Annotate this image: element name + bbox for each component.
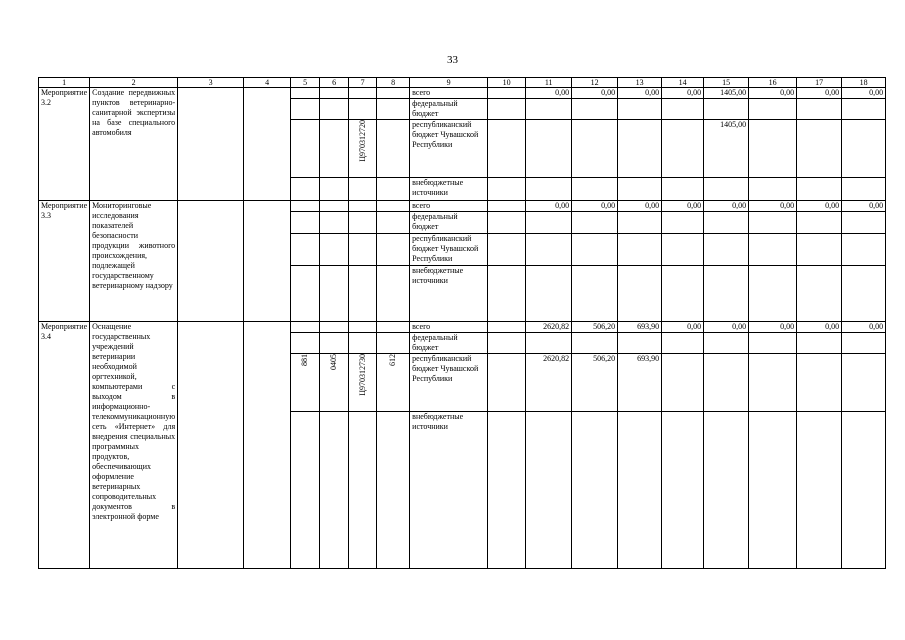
- code-col8-text: 612: [388, 354, 398, 366]
- code-cell: [320, 88, 349, 99]
- column-header: 1: [39, 78, 90, 88]
- code-col6: [320, 234, 349, 266]
- amount-cell: [662, 333, 704, 354]
- amount-cell: [618, 178, 662, 201]
- funding-source: всего: [410, 88, 488, 99]
- amount-cell: [526, 212, 572, 234]
- column-header: 3: [178, 78, 244, 88]
- measure-id: Мероприятие 3.2: [39, 88, 90, 201]
- amount-cell: [488, 322, 526, 333]
- amount-cell: [662, 234, 704, 266]
- amount-cell: [618, 333, 662, 354]
- code-col5-text: 881: [300, 354, 310, 366]
- amount-cell: 0,00: [526, 201, 572, 212]
- funding-source: внебюджетные источники: [410, 178, 488, 201]
- code-cell: [349, 99, 377, 120]
- amount-cell: [488, 333, 526, 354]
- amount-cell: [526, 333, 572, 354]
- column-header: 18: [842, 78, 886, 88]
- amount-cell: [749, 266, 797, 322]
- page-number: 33: [447, 54, 458, 66]
- amount-cell: 0,00: [572, 201, 618, 212]
- amount-cell: 0,00: [618, 201, 662, 212]
- amount-cell: 0,00: [662, 88, 704, 99]
- amount-cell: [797, 178, 842, 201]
- column-header: 12: [572, 78, 618, 88]
- amount-cell: [704, 354, 749, 412]
- amount-cell: [488, 99, 526, 120]
- amount-cell: 0,00: [572, 88, 618, 99]
- amount-cell: [488, 354, 526, 412]
- amount-cell: [488, 412, 526, 569]
- amount-cell: 0,00: [662, 201, 704, 212]
- amount-cell: [842, 212, 886, 234]
- amount-cell: 0,00: [704, 201, 749, 212]
- amount-cell: [526, 266, 572, 322]
- funding-source: внебюджетные источники: [410, 266, 488, 322]
- column-header: 4: [244, 78, 291, 88]
- funding-source: федеральный бюджет: [410, 99, 488, 120]
- code-col8: [377, 120, 410, 178]
- code-cell: [291, 322, 320, 333]
- code-cell: [291, 178, 320, 201]
- code-cell: [377, 212, 410, 234]
- column-header: 8: [377, 78, 410, 88]
- column-header: 9: [410, 78, 488, 88]
- code-col8: [377, 354, 410, 412]
- code-cell: [291, 201, 320, 212]
- amount-cell: [662, 212, 704, 234]
- funding-source: внебюджетные источники: [410, 412, 488, 569]
- funding-table: [38, 77, 886, 569]
- code-col7: [349, 354, 377, 412]
- code-col6: [320, 120, 349, 178]
- participants-cell: [244, 322, 291, 569]
- column-header: 16: [749, 78, 797, 88]
- amount-cell: [797, 234, 842, 266]
- amount-cell: [662, 266, 704, 322]
- code-cell: [349, 212, 377, 234]
- amount-cell: [704, 212, 749, 234]
- code-cell: [320, 99, 349, 120]
- amount-cell: [488, 120, 526, 178]
- amount-cell: 0,00: [842, 322, 886, 333]
- responsible-cell: [178, 322, 244, 569]
- code-cell: [320, 412, 349, 569]
- amount-cell: [572, 212, 618, 234]
- amount-cell: [572, 99, 618, 120]
- measure-name: Создание передвижных пунктов ветеринарно-санитарной экспертизы на базе специального автомобиля: [90, 88, 178, 201]
- amount-cell: 0,00: [749, 322, 797, 333]
- code-col5: [291, 120, 320, 178]
- code-cell: [377, 88, 410, 99]
- code-cell: [377, 266, 410, 322]
- amount-cell: [704, 99, 749, 120]
- code-cell: [377, 178, 410, 201]
- amount-cell: [618, 412, 662, 569]
- amount-cell: [704, 412, 749, 569]
- amount-cell: [704, 266, 749, 322]
- amount-cell: [662, 178, 704, 201]
- amount-cell: [618, 120, 662, 178]
- amount-cell: [526, 178, 572, 201]
- code-cell: [320, 212, 349, 234]
- amount-cell: 0,00: [749, 88, 797, 99]
- responsible-cell: [178, 201, 244, 322]
- amount-cell: [749, 412, 797, 569]
- code-col8: [377, 234, 410, 266]
- amount-cell: [488, 212, 526, 234]
- amount-cell: [572, 178, 618, 201]
- funding-source: федеральный бюджет: [410, 212, 488, 234]
- amount-cell: [749, 99, 797, 120]
- amount-cell: [704, 234, 749, 266]
- funding-source: республиканский бюджет Чувашской Республики: [410, 120, 488, 178]
- code-cell: [349, 412, 377, 569]
- measure-id: Мероприятие 3.3: [39, 201, 90, 322]
- amount-cell: [572, 333, 618, 354]
- code-cell: [291, 266, 320, 322]
- amount-cell: [662, 412, 704, 569]
- code-cell: [377, 333, 410, 354]
- column-header: 6: [320, 78, 349, 88]
- amount-cell: [749, 234, 797, 266]
- amount-cell: [797, 333, 842, 354]
- amount-cell: 693,90: [618, 354, 662, 412]
- amount-cell: [618, 266, 662, 322]
- amount-cell: [488, 266, 526, 322]
- amount-cell: [797, 354, 842, 412]
- funding-source: всего: [410, 201, 488, 212]
- column-header: 5: [291, 78, 320, 88]
- amount-cell: 1405,00: [704, 88, 749, 99]
- code-col7-text: Ц970312730: [357, 354, 367, 396]
- code-cell: [377, 201, 410, 212]
- amount-cell: [797, 99, 842, 120]
- funding-source: всего: [410, 322, 488, 333]
- code-cell: [349, 88, 377, 99]
- amount-cell: [842, 266, 886, 322]
- code-cell: [320, 322, 349, 333]
- code-cell: [377, 412, 410, 569]
- amount-cell: 506,20: [572, 354, 618, 412]
- amount-cell: [842, 120, 886, 178]
- amount-cell: [488, 234, 526, 266]
- code-col7-text: Ц970312720: [357, 120, 367, 162]
- code-cell: [320, 333, 349, 354]
- code-cell: [291, 88, 320, 99]
- column-header: 11: [526, 78, 572, 88]
- code-col6: [320, 354, 349, 412]
- column-header: 7: [349, 78, 377, 88]
- table-row: [39, 322, 886, 333]
- code-cell: [320, 178, 349, 201]
- measure-name: Оснащение государственных учреждений ветеринарии необходимой оргтехникой, компьютерами с выходом в информационно-телекоммуникационную сеть «Интернет» для внедрения специальных программных продуктов, обеспечивающих оформление ветеринарных сопроводительных документов в электронной форме: [90, 322, 178, 569]
- column-header: 14: [662, 78, 704, 88]
- amount-cell: [842, 354, 886, 412]
- code-cell: [291, 212, 320, 234]
- amount-cell: [526, 412, 572, 569]
- measure-id: Мероприятие 3.4: [39, 322, 90, 569]
- amount-cell: [618, 234, 662, 266]
- amount-cell: [749, 354, 797, 412]
- measure-name: Мониторинговые исследования показателей безопасности продукции животного происхождения, подлежащей государственному ветеринарному надзору: [90, 201, 178, 322]
- amount-cell: 693,90: [618, 322, 662, 333]
- amount-cell: [526, 120, 572, 178]
- amount-cell: [749, 120, 797, 178]
- column-header: 13: [618, 78, 662, 88]
- participants-cell: [244, 201, 291, 322]
- code-cell: [377, 99, 410, 120]
- amount-cell: [797, 266, 842, 322]
- amount-cell: [842, 412, 886, 569]
- amount-cell: 2620,82: [526, 354, 572, 412]
- amount-cell: 0,00: [662, 322, 704, 333]
- amount-cell: [797, 120, 842, 178]
- amount-cell: 506,20: [572, 322, 618, 333]
- column-header-row: [39, 78, 886, 88]
- amount-cell: [797, 412, 842, 569]
- amount-cell: [662, 99, 704, 120]
- code-cell: [349, 333, 377, 354]
- amount-cell: [662, 120, 704, 178]
- amount-cell: [572, 234, 618, 266]
- amount-cell: [662, 354, 704, 412]
- amount-cell: 1405,00: [704, 120, 749, 178]
- amount-cell: [572, 266, 618, 322]
- amount-cell: [488, 88, 526, 99]
- amount-cell: [842, 234, 886, 266]
- code-cell: [291, 412, 320, 569]
- amount-cell: [704, 333, 749, 354]
- amount-cell: [797, 212, 842, 234]
- amount-cell: 2620,82: [526, 322, 572, 333]
- amount-cell: [526, 99, 572, 120]
- amount-cell: [704, 178, 749, 201]
- amount-cell: 0,00: [797, 88, 842, 99]
- amount-cell: [572, 120, 618, 178]
- amount-cell: [488, 178, 526, 201]
- code-cell: [377, 322, 410, 333]
- code-cell: [349, 266, 377, 322]
- code-col7: [349, 120, 377, 178]
- funding-source: республиканский бюджет Чувашской Республики: [410, 354, 488, 412]
- amount-cell: [488, 201, 526, 212]
- amount-cell: 0,00: [526, 88, 572, 99]
- amount-cell: [526, 234, 572, 266]
- funding-source: федеральный бюджет: [410, 333, 488, 354]
- amount-cell: 0,00: [797, 322, 842, 333]
- amount-cell: 0,00: [842, 201, 886, 212]
- participants-cell: [244, 88, 291, 201]
- amount-cell: [749, 212, 797, 234]
- amount-cell: [749, 333, 797, 354]
- amount-cell: [749, 178, 797, 201]
- amount-cell: [618, 212, 662, 234]
- column-header: 17: [797, 78, 842, 88]
- amount-cell: [572, 412, 618, 569]
- code-cell: [291, 99, 320, 120]
- code-col6-text: 0405: [329, 354, 339, 370]
- responsible-cell: [178, 88, 244, 201]
- amount-cell: [618, 99, 662, 120]
- amount-cell: 0,00: [842, 88, 886, 99]
- amount-cell: 0,00: [797, 201, 842, 212]
- code-col7: [349, 234, 377, 266]
- code-col5: [291, 234, 320, 266]
- amount-cell: [842, 178, 886, 201]
- amount-cell: [842, 333, 886, 354]
- amount-cell: 0,00: [749, 201, 797, 212]
- code-cell: [320, 201, 349, 212]
- amount-cell: [842, 99, 886, 120]
- column-header: 15: [704, 78, 749, 88]
- code-cell: [291, 333, 320, 354]
- column-header: 10: [488, 78, 526, 88]
- code-cell: [349, 322, 377, 333]
- table-row: [39, 201, 886, 212]
- amount-cell: 0,00: [618, 88, 662, 99]
- code-cell: [349, 178, 377, 201]
- funding-source: республиканский бюджет Чувашской Республики: [410, 234, 488, 266]
- amount-cell: 0,00: [704, 322, 749, 333]
- code-cell: [320, 266, 349, 322]
- column-header: 2: [90, 78, 178, 88]
- code-cell: [349, 201, 377, 212]
- code-col5: [291, 354, 320, 412]
- table-row: [39, 88, 886, 99]
